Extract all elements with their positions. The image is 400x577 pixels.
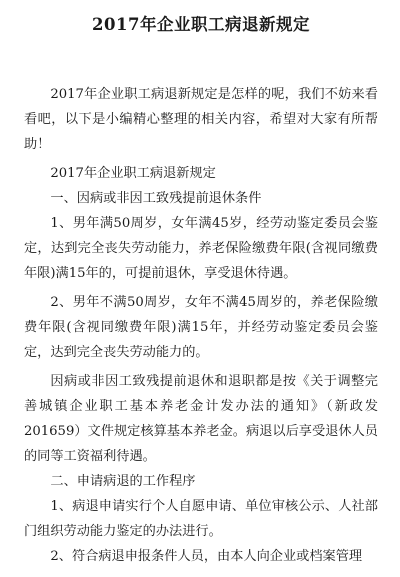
section-heading: 2017年企业职工病退新规定	[50, 166, 216, 181]
subsection-heading-procedure: 二、申请病退的工作程序	[50, 474, 196, 489]
procedure-item-1: 1、病退申请实行个人自愿申请、单位审核公示、人社部门组织劳动能力鉴定的办法进行。	[24, 499, 378, 539]
document-title: 2017年企业职工病退新规定	[92, 15, 310, 34]
pension-paragraph: 因病或非因工致残提前退休和退职都是按《关于调整完善城镇企业职工基本养老金计发办法的通知》（新政发201659）文件规定核算基本养老金。病退以后享受退休人员的同等工资福利待遇。	[24, 374, 378, 464]
condition-item-2: 2、男年不满50周岁，女年不满45周岁的，养老保险缴费年限(含视同缴费年限)满15年，并经劳动鉴定委员会鉴定，达到完全丧失劳动能力的。	[24, 295, 378, 360]
intro-paragraph: 2017年企业职工病退新规定是怎样的呢，我们不妨来看看吧，以下是小编精心整理的相关内容，希望对大家有所帮助！	[24, 87, 378, 152]
condition-item-1: 1、男年满50周岁，女年满45岁，经劳动鉴定委员会鉴定，达到完全丧失劳动能力，养老保险缴费年限(含视同缴费年限)满15年的，可提前退休，享受退休待遇。	[24, 216, 378, 281]
document-body	[24, 82, 378, 569]
procedure-item-2: 2、符合病退申报条件人员，由本人向企业或档案管理	[50, 549, 363, 564]
subsection-heading-conditions: 一、因病或非因工致残提前退休条件	[50, 191, 262, 206]
